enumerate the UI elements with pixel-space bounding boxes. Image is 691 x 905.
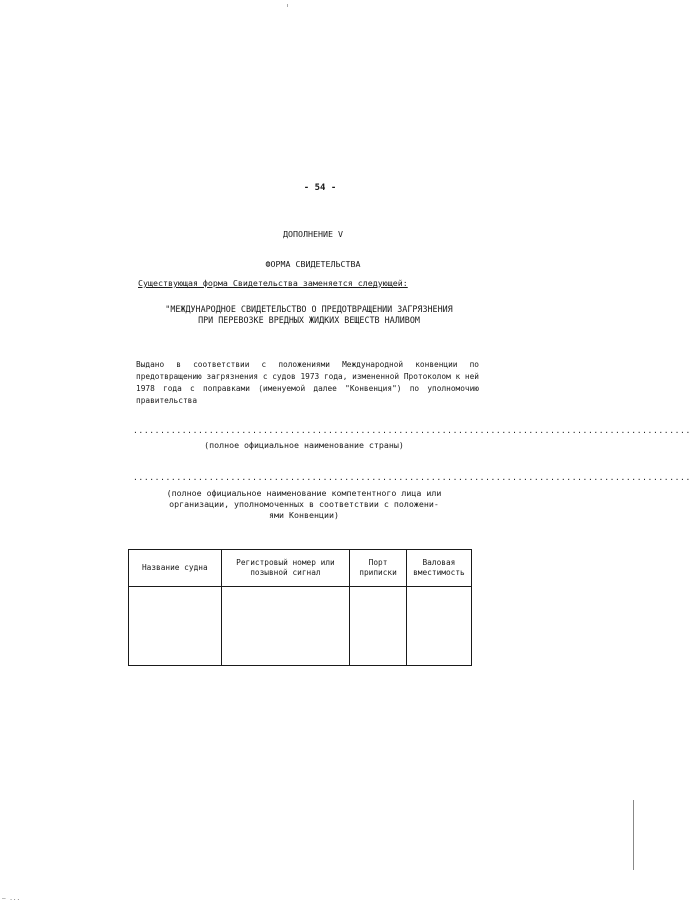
scan-edge-mark bbox=[633, 800, 634, 870]
cell-ship-name bbox=[129, 587, 222, 666]
certificate-title-line-2: ПРИ ПЕРЕВОЗКЕ ВРЕДНЫХ ЖИДКИХ ВЕЩЕСТВ НАЛИВОМ bbox=[198, 315, 420, 326]
certificate-title bbox=[159, 304, 459, 327]
header-ship-name: Название судна bbox=[129, 550, 222, 587]
cell-gross-tonnage bbox=[406, 587, 471, 666]
table-header-row bbox=[129, 550, 472, 587]
fill-line-authority: ....................................................................................................... bbox=[133, 473, 691, 482]
fill-caption-authority-line-2: организации, уполномоченных в соответствии с положени- bbox=[169, 498, 439, 509]
appendix-title: ДОПОЛНЕНИЕ V bbox=[283, 229, 343, 239]
header-registry-number: Регистровый номер или позывной сигнал bbox=[221, 550, 350, 587]
cell-registry-number bbox=[221, 587, 350, 666]
form-title: ФОРМА СВИДЕТЕЛЬСТВА bbox=[265, 259, 361, 269]
intro-text: Существующая форма Свидетельства заменяется следующей: bbox=[138, 278, 408, 288]
cell-port-of-registry bbox=[350, 587, 407, 666]
fill-line-country: ....................................................................................................... bbox=[133, 426, 691, 435]
header-gross-tonnage: Валовая вместимость bbox=[406, 550, 471, 587]
ship-particulars-table bbox=[128, 549, 472, 666]
header-port-of-registry: Порт приписки bbox=[350, 550, 407, 587]
corner-marks: — ... bbox=[2, 894, 21, 902]
fill-caption-authority bbox=[133, 488, 475, 520]
fill-caption-country: (полное официальное наименование страны) bbox=[204, 440, 404, 450]
fill-caption-authority-line-3: ями Конвенции) bbox=[269, 509, 339, 520]
page-number: - 54 - bbox=[303, 183, 337, 193]
scan-speck bbox=[287, 4, 288, 7]
fill-caption-authority-line-1: (полное официальное наименование компетентного лица или bbox=[166, 488, 442, 498]
body-paragraph: Выдано в соответствии с положениями Международной конвенции по предотвращению загрязнения с судов 1973 года, измененной Протоколом к ней 1978 года с поправками (именуемой далее "Конвенция") по уполномочию правительства bbox=[136, 360, 479, 406]
table-row bbox=[129, 587, 472, 666]
certificate-title-line-1: "МЕЖДУНАРОДНОЕ СВИДЕТЕЛЬСТВО О ПРЕДОТВРАЩЕНИИ ЗАГРЯЗНЕНИЯ bbox=[165, 304, 453, 314]
